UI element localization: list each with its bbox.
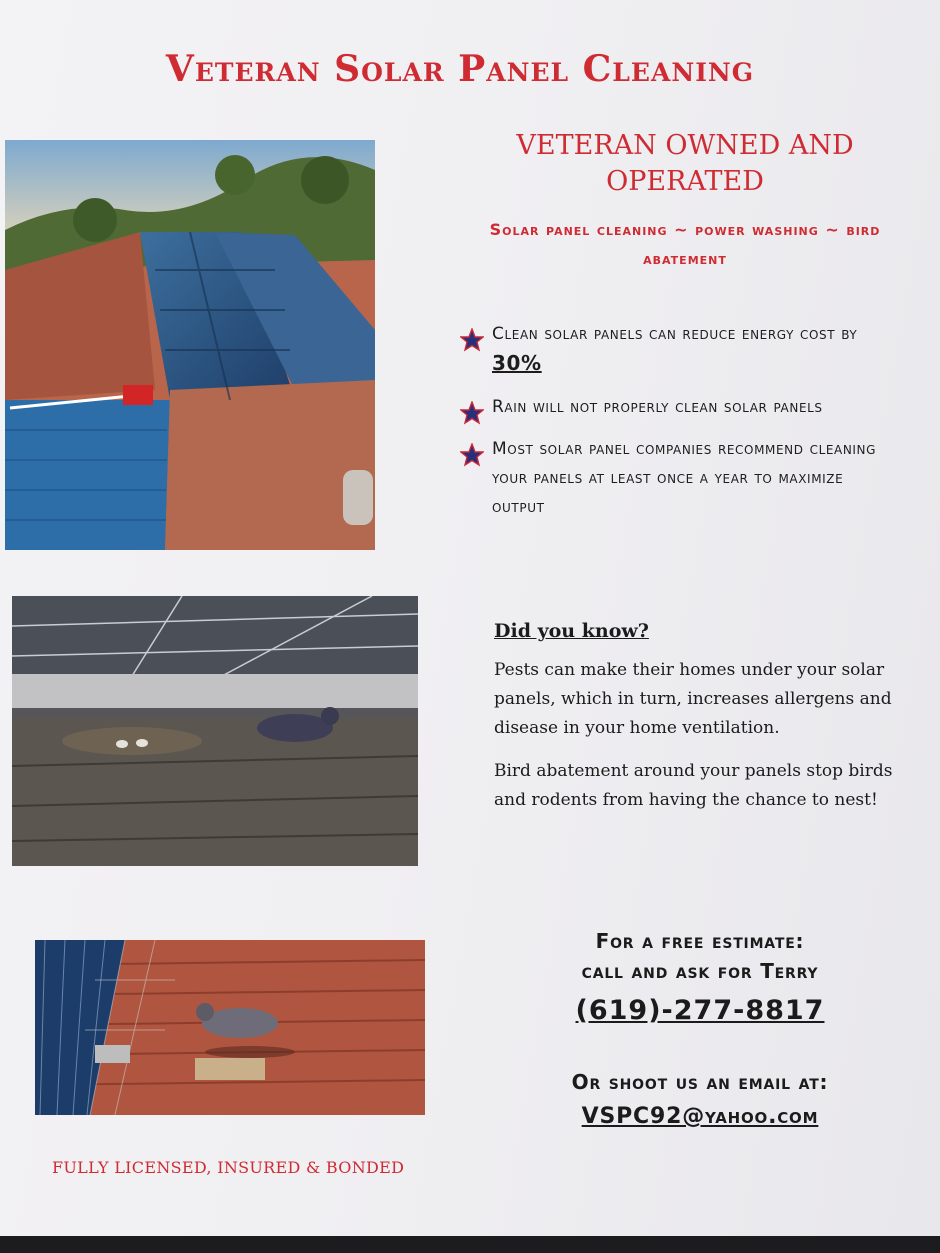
pigeon-on-roof-photo <box>35 940 425 1115</box>
email-lead: Or shoot us an email at: <box>571 1070 829 1094</box>
rooftop-solar-photo <box>5 140 375 550</box>
email-address: VSPC92@yahoo.com <box>581 1104 819 1129</box>
star-icon <box>460 401 484 425</box>
benefit-item <box>460 435 900 522</box>
benefit-item <box>460 320 900 380</box>
pigeon-under-panels-photo <box>12 596 418 866</box>
benefit-highlight: 30% <box>492 351 542 375</box>
estimate-line: For a free estimate: <box>595 929 805 953</box>
services-line: Solar panel cleaning ~ power washing ~ bird abatement <box>489 220 881 268</box>
phone-number: (619)-277-8817 <box>575 995 825 1026</box>
star-icon <box>460 328 484 352</box>
benefit-text: Most solar panel companies recommend cleaning your panels at least once a year to maximize output <box>492 439 877 517</box>
benefit-text: Clean solar panels can reduce energy cost by <box>492 324 858 344</box>
call-terry-line: call and ask for Terry <box>581 959 819 983</box>
star-icon <box>460 443 484 467</box>
benefit-text: Rain will not properly clean solar panels <box>492 397 823 417</box>
did-you-know-section <box>494 620 904 829</box>
benefit-item <box>460 393 900 422</box>
abatement-paragraph: Bird abatement around your panels stop birds and rodents from having the chance to nest! <box>494 761 893 810</box>
page-title: Veteran Solar Panel Cleaning <box>165 48 755 90</box>
did-you-know-heading: Did you know? <box>494 620 649 642</box>
pests-paragraph: Pests can make their homes under your solar panels, which in turn, increases allergens and disease in your home ventilation. <box>494 660 892 738</box>
estimate-block <box>490 926 910 986</box>
benefits-list <box>460 320 900 535</box>
license-footer: FULLY LICENSED, INSURED & BONDED <box>52 1158 405 1177</box>
subtitle: VETERAN OWNED AND OPERATED <box>516 130 854 197</box>
